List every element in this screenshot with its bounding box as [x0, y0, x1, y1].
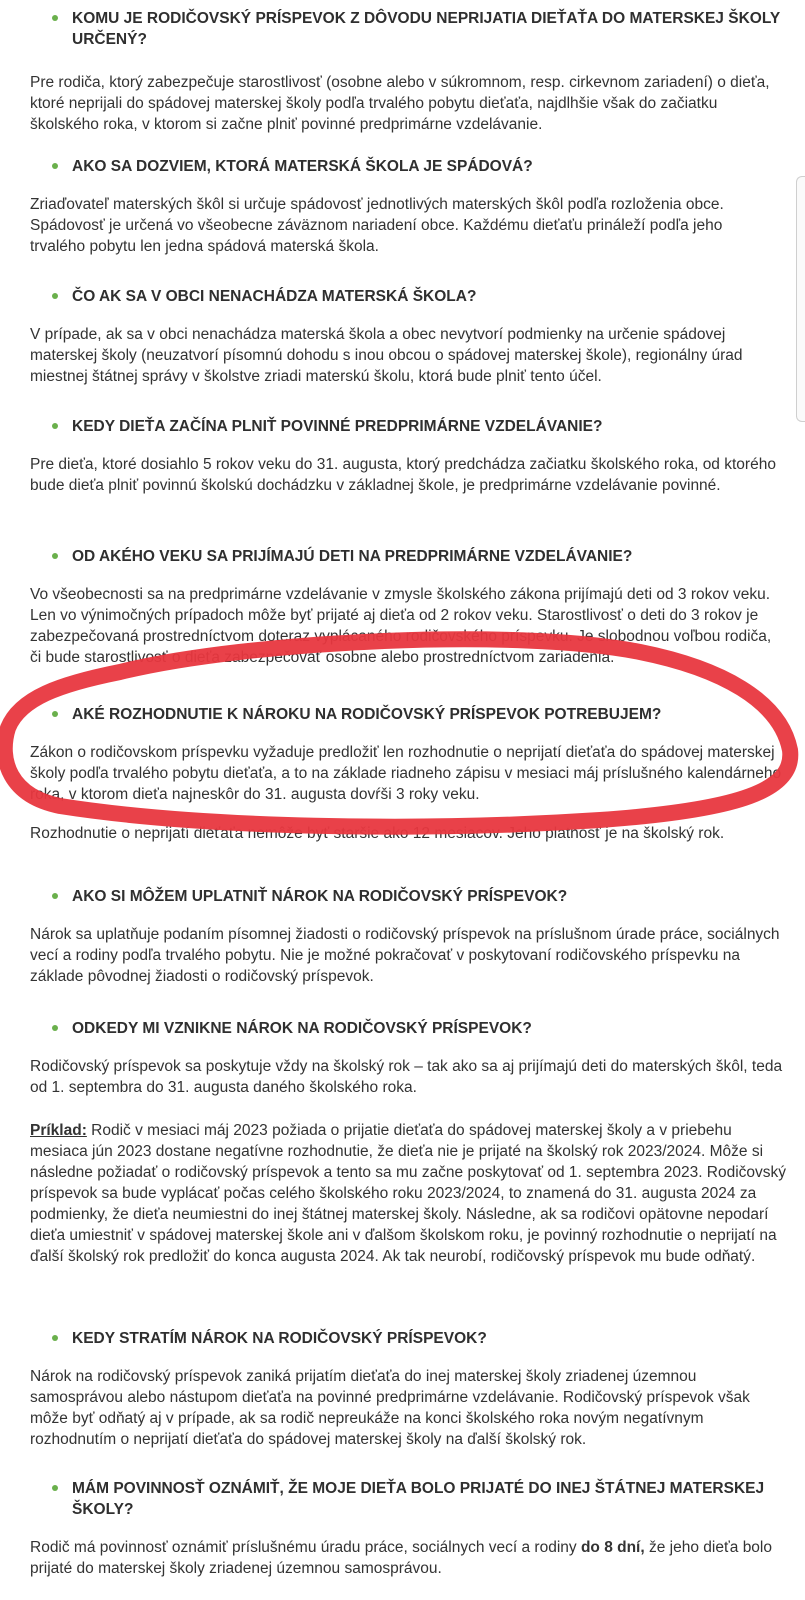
- answer-text-end: že jeho dieťa bolo prijaté do materskej školy zriadenej územnou samosprávou.: [30, 1539, 772, 1577]
- faq-section-2: [30, 156, 780, 257]
- faq-answer: Vo všeobecnosti sa na predprimárne vzdelávanie v zmysle školského zákona prijímajú deti od 3 rokov veku. Len vo výnimočných prípadoch môže byť prijaté aj dieťa od 2 rokov veku. Starostlivosť o deti do 3 rokov je zabezpečovaná prostredníctvom doteraz vyplácaného rodičovského príspevku. Je slobodnou voľbou rodiča, či bude starostlivosť o dieťa zabezpečovať osobne alebo prostredníctvom zariadenia.: [30, 586, 772, 666]
- bullet-icon: [52, 893, 58, 899]
- faq-heading: [30, 156, 780, 177]
- faq-heading-text: KEDY DIEŤA ZAČÍNA PLNIŤ POVINNÉ PREDPRIMÁRNE VZDELÁVANIE?: [72, 418, 603, 435]
- faq-heading: [30, 886, 780, 907]
- faq-answer: Pre rodiča, ktorý zabezpečuje starostlivosť (osobne alebo v súkromnom, resp. cirkevnom zariadení) o dieťa, ktoré neprijali do spádovej materskej školy podľa trvalého pobytu dieťaťa, najdlhšie však do začiatku školského roka, v ktorom si začne plniť povinné predprimárne vzdelávanie.: [30, 74, 770, 133]
- faq-heading: [30, 1478, 780, 1520]
- bullet-icon: [52, 1025, 58, 1031]
- faq-answer: Zákon o rodičovskom príspevku vyžaduje predložiť len rozhodnutie o neprijatí dieťaťa do spádovej materskej školy podľa trvalého pobytu dieťaťa, a to na základe riadneho zápisu v mesiaci máj príslušného kalendárneho roka, v ktorom dieťa najneskôr do 31. augusta dovŕši 3 roky veku.: [30, 744, 782, 803]
- faq-section-4: [30, 416, 780, 496]
- faq-section-1: [30, 8, 790, 135]
- faq-answer: Zriaďovateľ materských škôl si určuje spádovosť jednotlivých materských škôl podľa rozloženia obce. Spádovosť je určená vo všeobecne záväznom nariadení obce. Každému dieťaťu prináleží podľa jeho trvalého pobytu len jedna spádová materská škola.: [30, 196, 724, 255]
- faq-answer: Nárok na rodičovský príspevok zaniká prijatím dieťaťa do inej materskej školy zriadenej územnou samosprávou alebo nástupom dieťaťa na povinné predprimárne vzdelávanie. Rodičovský príspevok však môže byť odňatý aj v prípade, ak sa rodič nepreukáže na konci školského roka novým negatívnym rozhodnutím o neprijatí dieťaťa do spádovej materskej školy na ďalší školský rok.: [30, 1368, 750, 1448]
- faq-heading-text: ČO AK SA V OBCI NENACHÁDZA MATERSKÁ ŠKOLA?: [72, 288, 477, 305]
- bullet-icon: [52, 553, 58, 559]
- faq-answer: V prípade, ak sa v obci nenachádza materská škola a obec nevytvorí podmienky na určenie spádovej materskej školy (neuzatvorí písomnú dohodu s inou obcou o spádovej materskej škole), regionálny úrad miestnej štátnej správy v školstve zriadi materskú školu, ktorá bude plniť tento účel.: [30, 326, 743, 385]
- bullet-icon: [52, 293, 58, 299]
- faq-section-8: [30, 1018, 790, 1267]
- example-text: Rodič v mesiaci máj 2023 požiada o prijatie dieťaťa do spádovej materskej školy a v priebehu mesiaca jún 2023 dostane negatívne rozhodnutie, že dieťa nie je prijaté na školský rok 2023/2024. Môže si následne požiadať o rodičovský príspevok a tento sa mu začne poskytovať od 1. septembra 2023. Rodičovský príspevok sa bude vyplácať počas celého školského roku 2023/2024, to znamená do 31. augusta 2024 za podmienky, že dieťa neumiestni do inej štátnej materskej školy. Následne, ak sa rodičovi opätovne nepodarí dieťa umiestniť v spádovej materskej škole ani v ďalšom školskom roku, je povinný rozhodnutie o neprijatí na ďalší školský rok predložiť do konca augusta 2024. Ak tak neurobí, rodičovský príspevok mu bude odňatý.: [30, 1122, 787, 1265]
- faq-answer: Nárok sa uplatňuje podaním písomnej žiadosti o rodičovský príspevok na príslušnom úrade práce, sociálnych vecí a rodiny podľa trvalého pobytu. Nie je možné pokračovať v poskytovaní rodičovského príspevku na základe pôvodnej žiadosti o rodičovský príspevok.: [30, 926, 780, 985]
- bullet-icon: [52, 163, 58, 169]
- faq-heading-text: AKÉ ROZHODNUTIE K NÁROKU NA RODIČOVSKÝ PRÍSPEVOK POTREBUJEM?: [72, 706, 662, 723]
- faq-heading: [30, 416, 780, 437]
- bullet-icon: [52, 1335, 58, 1341]
- deadline-emphasis: do 8 dní,: [580, 1539, 645, 1556]
- faq-section-9: [30, 1328, 780, 1450]
- faq-heading-text: OD AKÉHO VEKU SA PRIJÍMAJÚ DETI NA PREDPRIMÁRNE VZDELÁVANIE?: [72, 548, 633, 565]
- faq-answer: Rodičovský príspevok sa poskytuje vždy na školský rok – tak ako sa aj prijímajú deti do materských škôl, teda od 1. septembra do 31. augusta daného školského roka.: [30, 1058, 783, 1096]
- faq-heading-text: AKO SA DOZVIEM, KTORÁ MATERSKÁ ŠKOLA JE SPÁDOVÁ?: [72, 158, 533, 175]
- bullet-icon: [52, 15, 58, 21]
- faq-section-6: [30, 704, 790, 844]
- faq-heading: [30, 1018, 790, 1039]
- faq-heading: [30, 1328, 780, 1349]
- faq-answer-note: Rozhodnutie o neprijatí dieťaťa nemôže byť staršie ako 12 mesiacov. Jeho platnosť je na školský rok.: [30, 825, 725, 842]
- faq-heading: [30, 704, 790, 725]
- faq-section-5: [30, 546, 780, 668]
- faq-heading-text: ODKEDY MI VZNIKNE NÁROK NA RODIČOVSKÝ PRÍSPEVOK?: [72, 1020, 532, 1037]
- faq-heading: [30, 8, 790, 50]
- faq-heading: [30, 546, 780, 567]
- faq-answer: [30, 1537, 780, 1579]
- scrollbar[interactable]: [796, 176, 805, 422]
- example-paragraph: [30, 1120, 790, 1267]
- faq-section-7: [30, 886, 780, 987]
- faq-heading-text: MÁM POVINNOSŤ OZNÁMIŤ, ŽE MOJE DIEŤA BOLO PRIJATÉ DO INEJ ŠTÁTNEJ MATERSKEJ ŠKOLY?: [72, 1480, 765, 1518]
- faq-heading-text: AKO SI MÔŽEM UPLATNIŤ NÁROK NA RODIČOVSKÝ PRÍSPEVOK?: [72, 888, 568, 905]
- faq-heading-text: KEDY STRATÍM NÁROK NA RODIČOVSKÝ PRÍSPEVOK?: [72, 1330, 487, 1347]
- bullet-icon: [52, 711, 58, 717]
- faq-heading-text: KOMU JE RODIČOVSKÝ PRÍSPEVOK Z DÔVODU NEPRIJATIA DIEŤAŤA DO MATERSKEJ ŠKOLY URČENÝ?: [72, 10, 780, 48]
- faq-heading: [30, 286, 780, 307]
- bullet-icon: [52, 1485, 58, 1491]
- faq-answer: Pre dieťa, ktoré dosiahlo 5 rokov veku do 31. augusta, ktorý predchádza začiatku školského roka, od ktorého bude dieťa plniť povinnú školskú dochádzku v základnej škole, je predprimárne vzdelávanie povinné.: [30, 456, 776, 494]
- bullet-icon: [52, 423, 58, 429]
- answer-text-start: Rodič má povinnosť oznámiť príslušnému úradu práce, sociálnych vecí a rodiny: [30, 1539, 581, 1556]
- faq-section-3: [30, 286, 780, 387]
- faq-section-10: [30, 1478, 780, 1579]
- example-label: Príklad:: [30, 1122, 87, 1139]
